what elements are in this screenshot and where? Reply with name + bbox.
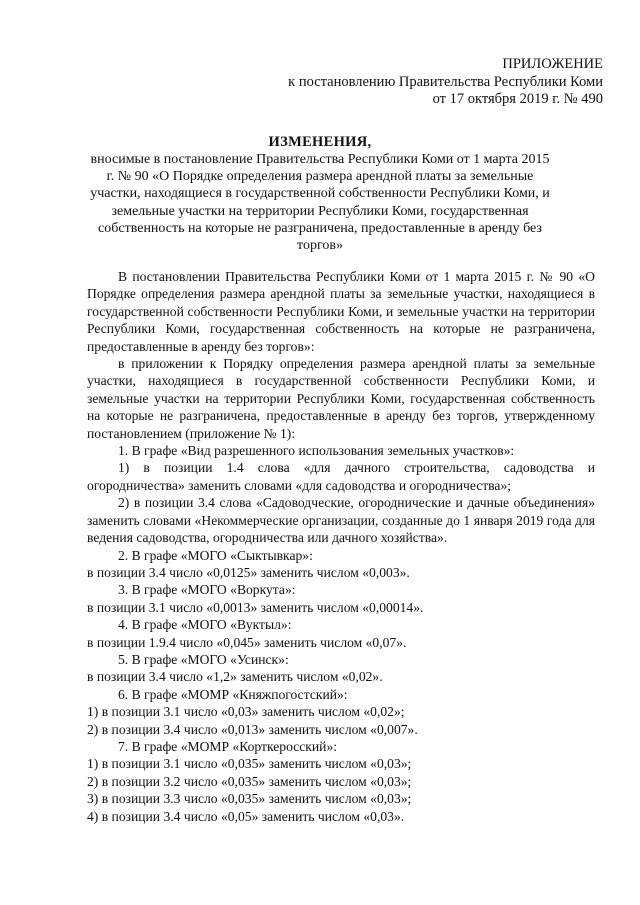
- section-4-heading: 4. В графе «МОГО «Вуктыл»:: [118, 617, 292, 633]
- section-4-line: в позиции 1.9.4 число «0,045» заменить числом «0,07».: [87, 634, 407, 650]
- section-7-heading: 7. В графе «МОМР «Корткеросский»:: [118, 738, 338, 754]
- section-7-item-4: 4) в позиции 3.4 число «0,05» заменить числом «0,03».: [87, 808, 405, 824]
- appendix-paragraph: в приложении к Порядку определения размера арендной платы за земельные участки, находящиеся в государственной собственности Республики Коми, и земельные участки на территории Республики Коми, государственная собственность на которые не разграничена, предоставленные в аренду без торгов, утвержденному постановлением (приложение № 1):: [87, 356, 595, 441]
- section-3-heading: 3. В графе «МОГО «Воркута»:: [118, 582, 296, 598]
- section-2-line: в позиции 3.4 число «0,0125» заменить числом «0,003».: [87, 564, 410, 580]
- section-3-line: в позиции 3.1 число «0,0013» заменить числом «0,00014».: [87, 599, 424, 615]
- section-1-item-1: 1) в позиции 1.4 слова «для дачного строительства, садоводства и огородничества» заменить словами «для садоводства и огородничества»;: [87, 460, 595, 493]
- appendix-label: ПРИЛОЖЕНИЕ: [502, 56, 603, 72]
- section-6-heading: 6. В графе «МОМР «Княжпогостский»:: [118, 686, 348, 702]
- document-title: ИЗМЕНЕНИЯ,: [268, 134, 372, 150]
- section-6-item-2: 2) в позиции 3.4 число «0,013» заменить числом «0,007».: [87, 721, 418, 737]
- section-5-line: в позиции 3.4 число «1,2» заменить числом «0,02».: [87, 669, 383, 685]
- document-body: [87, 268, 595, 825]
- appendix-header: [288, 56, 603, 109]
- section-1-heading: 1. В графе «Вид разрешенного использования земельных участков»:: [118, 443, 515, 459]
- appendix-date-number: от 17 октября 2019 г. № 490: [432, 91, 603, 107]
- document-subtitle: вносимые в постановление Правительства Республики Коми от 1 марта 2015 г. № 90 «О Порядке определения размера арендной платы за земельные участки, находящиеся в государственной собственности Республики Коми, и земельные участки на территории Республики Коми, государственная собственность на которые не разграничена, предоставленные в аренду без торгов»: [90, 152, 550, 254]
- appendix-resolution-ref: к постановлению Правительства Республики Коми: [288, 73, 603, 90]
- section-7-item-3: 3) в позиции 3.3 число «0,035» заменить числом «0,03»;: [87, 791, 412, 807]
- section-7-item-2: 2) в позиции 3.2 число «0,035» заменить числом «0,03»;: [87, 773, 412, 789]
- section-5-heading: 5. В графе «МОГО «Усинск»:: [118, 651, 289, 667]
- intro-paragraph: В постановлении Правительства Республики Коми от 1 марта 2015 г. № 90 «О Порядке определения размера арендной платы за земельные участки, находящиеся в государственной собственности Республики Коми, и земельные участки на территории Республики Коми, государственная собственность на которые не разграничена, предоставленные в аренду без торгов»:: [87, 269, 595, 354]
- section-7-item-1: 1) в позиции 3.1 число «0,035» заменить числом «0,03»;: [87, 756, 412, 772]
- section-2-heading: 2. В графе «МОГО «Сыктывкар»:: [118, 547, 313, 563]
- section-6-item-1: 1) в позиции 3.1 число «0,03» заменить числом «0,02»;: [87, 704, 405, 720]
- section-1-item-2: 2) в позиции 3.4 слова «Садоводческие, огороднические и дачные объединения» заменить словами «Некоммерческие организации, созданные до 1 января 2019 года для ведения садоводства, огородничества или дачного хозяйства».: [87, 495, 595, 546]
